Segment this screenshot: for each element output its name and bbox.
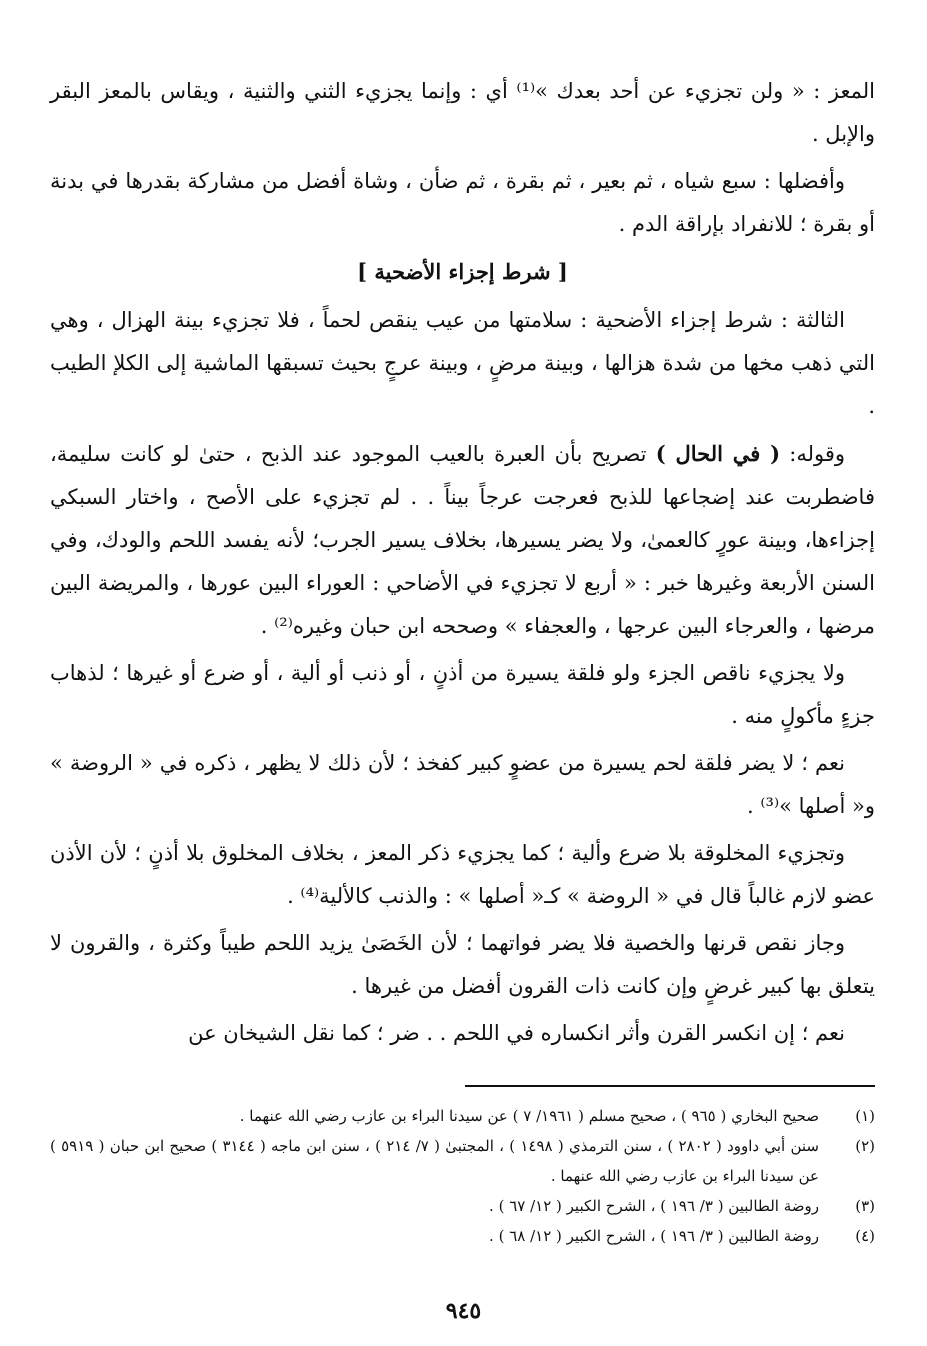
footnote-3 — [50, 1191, 875, 1221]
footnotes — [50, 1101, 875, 1251]
paragraph-4-rest: تصريح بأن العبرة بالعيب الموجود عند الذبح ، حتىٰ لو كانت سليمة، فاضطربت عند إضجاعها للذبح فعرجت عرجاً بيناً . . لم تجزيء على الأصح ، واختار السبكي إجزاءها، وبينة عورٍ كالعمىٰ، ولا يضر يسيرها، بخلاف يسير الجرب؛ لأنه يفسد اللحم والودك، وفي السنن الأربعة وغيرها خبر : « أربع لا تجزيء في الأضاحي : العوراء البين عورها ، والمريضة البين مرضها ، والعرجاء البين عرجها ، والعجفاء » وصححه ابن حبان وغيره⁽²⁾ . — [50, 442, 875, 638]
footnote-text: روضة الطالبين ( ٣/ ١٩٦ ) ، الشرح الكبير ( ١٢/ ٦٨ ) . — [489, 1227, 819, 1245]
paragraph-9: نعم ؛ إن انكسر القرن وأثر انكساره في اللحم . . ضر ؛ كما نقل الشيخان عن — [188, 1021, 845, 1045]
paragraph-5: ولا يجزيء ناقص الجزء ولو فلقة يسيرة من أذنٍ ، أو ذنب أو ألية ، أو ضرع أو غيرها ؛ لذهاب جزءٍ مأكولٍ منه . — [50, 661, 875, 728]
paragraph-3: الثالثة : شرط إجزاء الأضحية : سلامتها من عيب ينقص لحماً ، فلا تجزيء بينة الهزال ، وهي التي ذهب مخها من شدة هزالها ، وبينة مرضٍ ، وبينة عرجٍ بحيث تسبقها الماشية إلى الكلإ الطيب . — [50, 308, 875, 418]
page-number: ٩٤٥ — [445, 1298, 482, 1324]
footnote-number: (٣) — [855, 1197, 875, 1215]
paragraph-7: وتجزيء المخلوقة بلا ضرع وألية ؛ كما يجزيء ذكر المعز ، بخلاف المخلوق بلا أذنٍ ؛ لأن الأذن عضو لازم غالباً قال في « الروضة » كـ« أصلها » : والذنب كالألية⁽⁴⁾ . — [50, 841, 875, 908]
footnote-text: سنن أبي داوود ( ٢٨٠٢ ) ، سنن الترمذي ( ١٤٩٨ ) ، المجتبىٰ ( ٧/ ٢١٤ ) ، سنن ابن ماجه ( ٣١٤٤ ) صحيح ابن حبان ( ٥٩١٩ ) عن سيدنا البراء بن عازب رضي الله عنهما . — [50, 1137, 819, 1185]
footnote-number: (٤) — [855, 1227, 875, 1245]
paragraph-4 — [50, 432, 875, 648]
section-heading: [ شرط إجزاء الأضحية ] — [357, 259, 568, 284]
footnote-separator — [465, 1085, 875, 1087]
paragraph-2: وأفضلها : سبع شياه ، ثم بعير ، ثم بقرة ، ثم ضأن ، وشاة أفضل من مشاركة بقدرها في بدنة أو بقرة ؛ للانفراد بإراقة الدم . — [50, 169, 875, 236]
footnote-2 — [50, 1131, 875, 1191]
footnote-number: (١) — [855, 1107, 875, 1125]
footnote-text: روضة الطالبين ( ٣/ ١٩٦ ) ، الشرح الكبير ( ١٢/ ٦٧ ) . — [489, 1197, 819, 1215]
paragraph-6: نعم ؛ لا يضر فلقة لحم يسيرة من عضوٍ كبير كفخذ ؛ لأن ذلك لا يظهر ، ذكره في « الروضة » و« أصلها »⁽³⁾ . — [50, 751, 875, 818]
footnote-text: صحيح البخاري ( ٩٦٥ ) ، صحيح مسلم ( ١٩٦١/ ٧ ) عن سيدنا البراء بن عازب رضي الله عنهما . — [239, 1107, 819, 1125]
paragraph-4-bold-phrase: ( في الحال ) — [655, 441, 781, 466]
paragraph-4-lead: وقوله: — [780, 442, 846, 466]
footnote-number: (٢) — [855, 1137, 875, 1155]
footnote-1 — [50, 1101, 875, 1131]
paragraph-1: المعز : « ولن تجزيء عن أحد بعدك »⁽¹⁾ أي : وإنما يجزيء الثني والثنية ، ويقاس بالمعز البقر والإبل . — [50, 79, 875, 146]
paragraph-8: وجاز نقص قرنها والخصية فلا يضر فواتهما ؛ لأن الخَصَىٰ يزيد اللحم طيباً وكثرة ، والقرون لا يتعلق بها كبير غرضٍ وإن كانت ذات القرون أفضل من غيرها . — [50, 931, 875, 998]
footnote-4 — [50, 1221, 875, 1251]
